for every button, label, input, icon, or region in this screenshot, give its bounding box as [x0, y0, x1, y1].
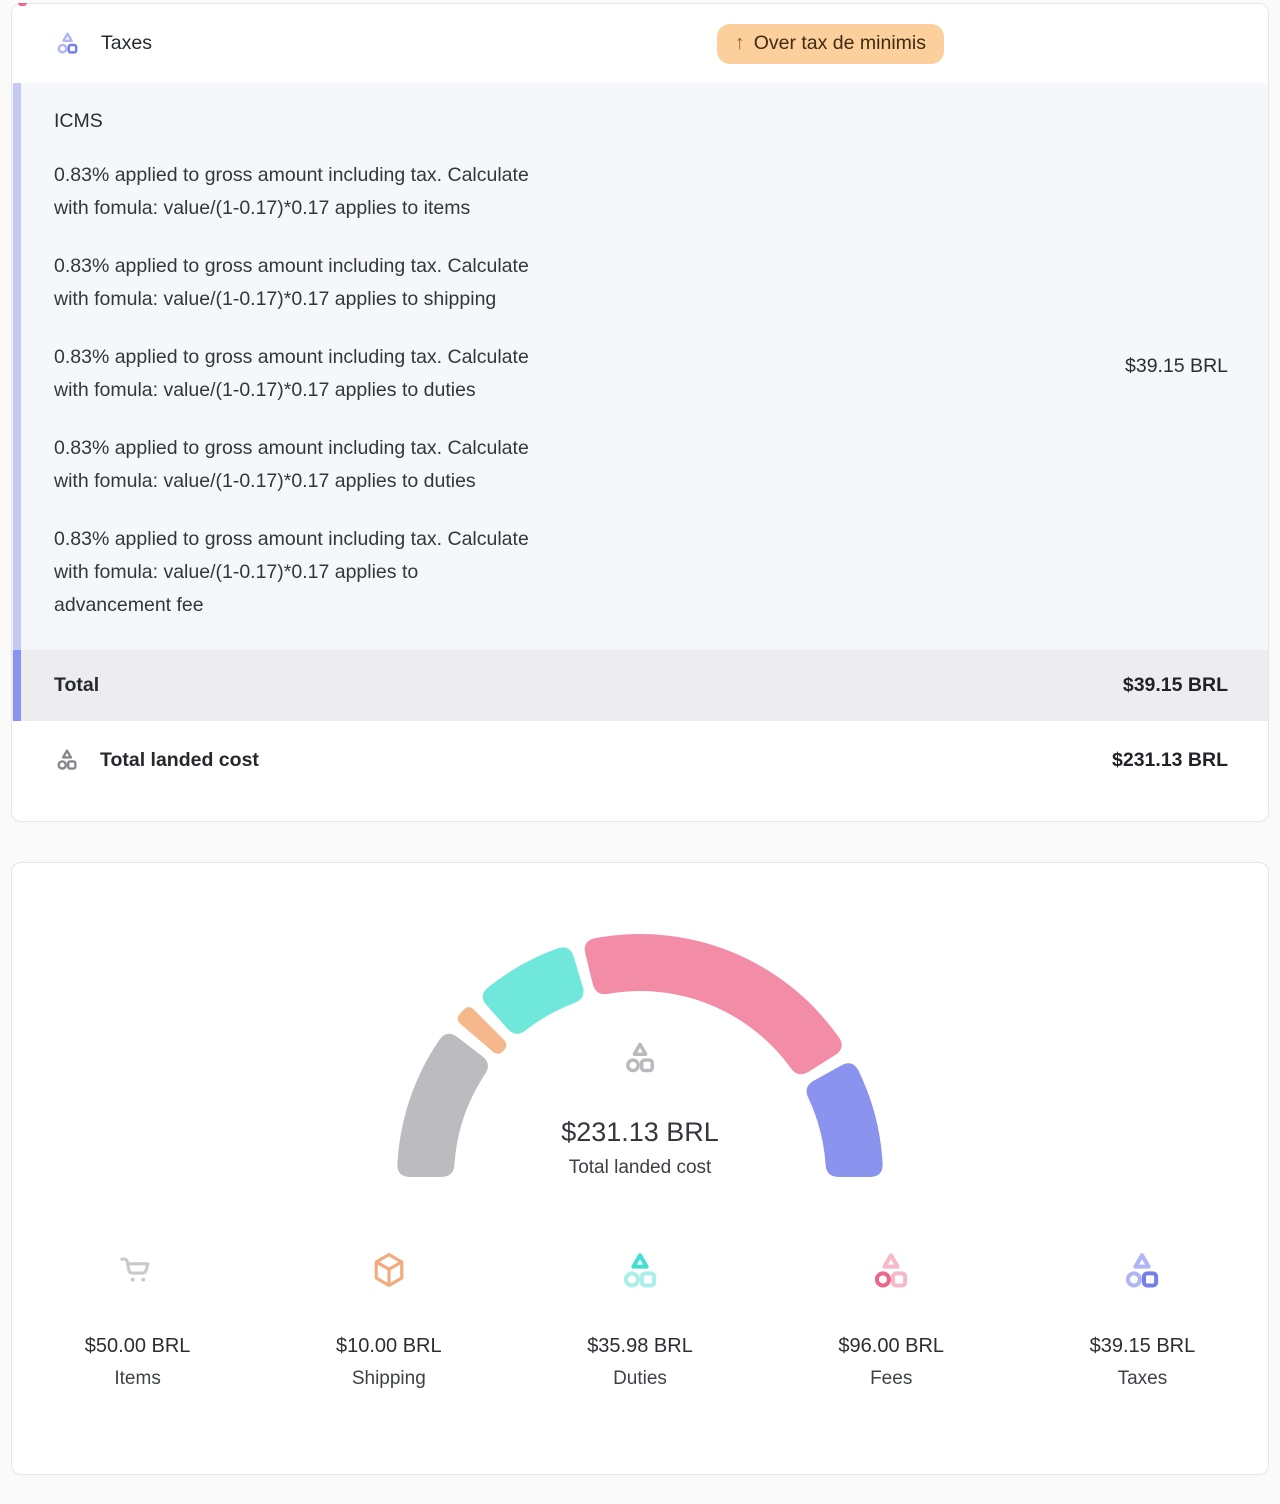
over-de-minimis-badge: [717, 24, 944, 64]
icms-section: [12, 83, 1268, 650]
legend-value: $50.00 BRL: [84, 1335, 191, 1357]
shapes-triangle-icon: [618, 1249, 662, 1293]
total-amount: $39.15 BRL: [1122, 674, 1228, 696]
shapes-circle-icon: [869, 1249, 913, 1293]
legend-label: Fees: [870, 1368, 913, 1389]
tax-description: 0.83% applied to gross amount including tax. Calculate with fomula: value/(1-0.17)*0.17 applies to shipping: [54, 255, 529, 310]
legend-item-fees: [766, 1249, 1017, 1390]
icms-details: [54, 110, 534, 622]
gauge-segment-items[interactable]: [397, 1034, 488, 1177]
taxes-card: [11, 3, 1269, 822]
package-icon: [368, 1249, 410, 1291]
gauge-total-label: Total landed cost: [568, 1157, 712, 1178]
badge-label: Over tax de minimis: [753, 31, 926, 54]
taxes-shapes-icon: [54, 30, 81, 57]
legend-label: Taxes: [1117, 1368, 1168, 1389]
gauge-total-amount: $231.13 BRL: [561, 1117, 719, 1147]
arrow-up-icon: ↑: [734, 32, 745, 54]
legend-label: Items: [114, 1368, 161, 1389]
cost-legend: [12, 1249, 1268, 1390]
icms-amount: $39.15 BRL: [1125, 354, 1228, 377]
shapes-square-icon: [1120, 1249, 1164, 1293]
legend-value: $35.98 BRL: [587, 1335, 693, 1357]
landed-cost-amount: $231.13 BRL: [1112, 748, 1228, 771]
legend-item-items: [12, 1249, 263, 1390]
tax-description: 0.83% applied to gross amount including tax. Calculate with fomula: value/(1-0.17)*0.17 applies to advancement fee: [54, 528, 529, 616]
gauge-segment-taxes[interactable]: [807, 1063, 883, 1177]
landed-cost-breakdown-card: [11, 862, 1269, 1475]
legend-item-duties: [514, 1249, 765, 1390]
gauge-chart[interactable]: [12, 907, 1268, 1217]
legend-value: $96.00 BRL: [838, 1335, 945, 1357]
landed-cost-label: Total landed cost: [100, 748, 259, 771]
landed-cost-shapes-icon: [54, 747, 80, 773]
cart-icon: [116, 1249, 160, 1293]
legend-value: $10.00 BRL: [335, 1335, 442, 1357]
legend-value: $39.15 BRL: [1089, 1335, 1196, 1357]
total-landed-cost-row: [12, 721, 1268, 821]
taxes-title: Taxes: [101, 32, 152, 54]
legend-label: Shipping: [351, 1368, 426, 1389]
gauge-segment-fees[interactable]: [585, 934, 842, 1074]
gauge-segment-duties[interactable]: [483, 947, 584, 1033]
taxes-total-row: [12, 650, 1268, 721]
taxes-header: [12, 4, 1268, 83]
tax-name: ICMS: [54, 110, 103, 132]
legend-item-taxes: [1017, 1249, 1268, 1390]
tax-description: 0.83% applied to gross amount including tax. Calculate with fomula: value/(1-0.17)*0.17 applies to duties: [54, 437, 529, 492]
total-label: Total: [54, 674, 100, 696]
legend-item-shipping: [263, 1249, 514, 1390]
tax-description: 0.83% applied to gross amount including tax. Calculate with fomula: value/(1-0.17)*0.17 applies to items: [54, 164, 529, 219]
legend-label: Duties: [613, 1368, 667, 1389]
tax-description: 0.83% applied to gross amount including tax. Calculate with fomula: value/(1-0.17)*0.17 applies to duties: [54, 346, 529, 401]
gauge-wrapper: [12, 907, 1268, 1217]
